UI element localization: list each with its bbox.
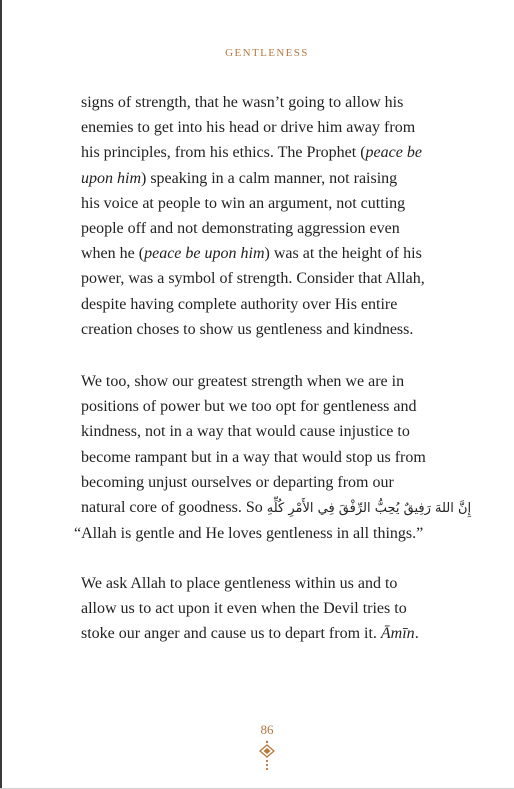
text-line: despite having complete authority over His entire	[81, 295, 398, 313]
text-line: We ask Allah to place gentleness within us and to	[81, 575, 398, 592]
text-line: signs of strength, that he wasn’t going to allow his	[81, 94, 404, 111]
text-line: upon him) speaking in a calm manner, not raising	[81, 169, 398, 187]
diamond-ornament-icon	[258, 740, 276, 779]
running-head: GENTLENESS	[225, 47, 309, 59]
paragraph-1	[81, 90, 471, 342]
text-line: when he (peace be upon him) was at the height of his	[81, 245, 422, 263]
paragraph-2	[74, 369, 472, 546]
text-line: positions of power but we too opt for gentleness and	[81, 398, 417, 416]
text-line: his principles, from his ethics. The Prophet (peace be	[81, 144, 422, 162]
text-line: become rampant but in a way that would stop us from	[81, 448, 426, 466]
text-line: allow us to act upon it even when the Devil tries to	[81, 600, 407, 618]
text-line: his voice at people to win an argument, not cutting	[81, 194, 406, 212]
page-number: 86	[260, 722, 274, 737]
text-line: enemies to get into his head or drive him away from	[81, 119, 416, 137]
page-left-edge	[0, 0, 2, 789]
arabic-hadith-text: إِنَّ اللهَ رَفِيقٌ يُحِبُّ الرِّفْقَ فِي الأَمْرِ كُلِّهِ	[266, 501, 472, 517]
text-line: becoming unjust ourselves or departing from our	[81, 473, 394, 491]
text-line: natural core of goodness. So إِنَّ اللهَ رَفِيقٌ يُحِبُّ الرِّفْقَ فِي الأَمْرِ كُلِّهِ	[81, 499, 472, 517]
text-line: creation choses to show us gentleness and kindness.	[81, 320, 414, 338]
text-line: kindness, not in a way that would cause injustice to	[81, 423, 410, 441]
text-line: stoke our anger and cause us to depart from it. Āmīn.	[81, 625, 419, 643]
honorific-italic: upon him	[81, 169, 141, 187]
text-line: power, was a symbol of strength. Consider that Allah,	[81, 270, 425, 288]
honorific-italic: peace be	[365, 144, 422, 162]
honorific-italic: peace be upon him	[144, 245, 265, 263]
hadith-translation-line: “Allah is gentle and He loves gentleness in all things.”	[74, 525, 424, 543]
paragraph-3	[81, 571, 471, 647]
amin-italic: Āmīn	[380, 625, 415, 643]
text-line: We too, show our greatest strength when we are in	[81, 373, 405, 390]
text-line: people off and not demonstrating aggression even	[81, 220, 400, 238]
